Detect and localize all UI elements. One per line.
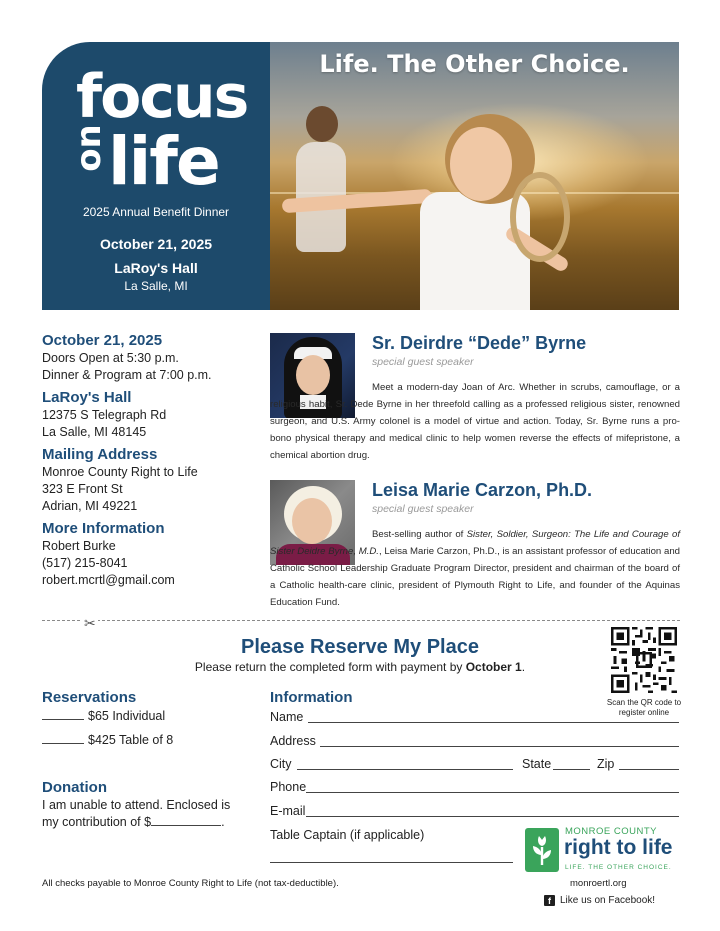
tagline-heading: Life. The Other Choice. [319,50,630,78]
speaker-role: special guest speaker [372,503,474,515]
speaker-name: Leisa Marie Carzon, Ph.D. [372,480,593,500]
donation-amount-blank[interactable] [151,825,221,826]
logo-focus: focus [76,62,248,132]
email-label: E-mail [270,804,306,818]
contact-phone: (517) 215-8041 [42,556,128,570]
venue-heading: LaRoy's Hall [42,389,132,406]
checks-note: All checks payable to Monroe County Right to Life (not tax-deductible). [42,878,339,889]
reservations-heading: Reservations [42,689,137,706]
qr-code-icon[interactable] [611,627,677,693]
zip-field[interactable] [619,769,679,770]
mailing-org: Monroe County Right to Life [42,465,198,479]
speaker-bio: Best-selling author of Sister, Soldier, Surgeon: The Life and Courage of Sister Deidre Byrne, M.D., Leisa Marie Carzon, Ph.D., is an assistant professor of education and Catholic School Leadership Graduate Program Director, president and chairman of the board of a Catholic health-care clinic, president of Plymouth Right to Life, and founder of the Aquinas Education Fund. [270,529,681,608]
event-details [42,332,262,589]
dinner-time: Dinner & Program at 7:00 p.m. [42,368,212,382]
hero-photo-children-in-field [270,42,679,310]
header-date: October 21, 2025 [99,236,213,252]
form-subtitle: Please return the completed form with payment by October 1. [194,660,526,674]
org-name: right to life [564,836,673,859]
speaker-carzon [270,480,680,610]
details-date-heading: October 21, 2025 [42,332,163,349]
city-field[interactable] [297,769,513,770]
mailing-street: 323 E Front St [42,482,123,496]
org-county: MONROE COUNTY [565,826,657,837]
org-website-link[interactable]: monroertl.org [570,878,627,889]
phone-field[interactable] [306,792,679,793]
scissors-icon: ✂ [84,615,96,631]
header-venue: LaRoy's Hall [114,260,198,276]
speaker-name: Sr. Deirdre “Dede” Byrne [372,333,587,353]
facebook-link[interactable] [544,895,655,906]
name-label: Name [270,710,304,724]
mailing-city: Adrian, MI 49221 [42,499,138,513]
table-blank[interactable] [42,743,84,744]
org-tagline: LIFE. THE OTHER CHOICE. [565,864,672,871]
form-title: Please Reserve My Place [241,636,479,658]
contact-email[interactable]: robert.mcrtl@gmail.com [42,573,175,587]
tulip-logo-icon [525,828,559,872]
name-field[interactable] [308,722,679,723]
logo-on: on [69,124,109,172]
option-individual[interactable]: $65 Individual [42,709,165,723]
venue-city: La Salle, MI 48145 [42,425,147,439]
venue-street: 12375 S Telegraph Rd [42,408,167,422]
zip-label: Zip [597,757,615,771]
individual-blank[interactable] [42,719,84,720]
mailing-heading: Mailing Address [42,446,158,463]
email-field[interactable] [306,816,679,817]
logo-life: life [108,123,219,200]
speaker-role: special guest speaker [372,356,474,368]
speaker-bio: Meet a modern-day Joan of Arc. Whether in scrubs, camouflage, or a religious habit, Sr. Dede Byrne in her threefold calling as a professed religious sister, renowned surgeon, and U.S. Army colonel is a model of virtue and action. Today, Sr. Byrne runs a pro-bono physical therapy and medical clinic to help women reverse the effects of mifepristone, a chemical abortion drug. [270,382,680,461]
address-field[interactable] [320,746,679,747]
doors-open-time: Doors Open at 5:30 p.m. [42,351,179,365]
address-label: Address [270,734,316,748]
table-captain-label: Table Captain (if applicable) [270,828,425,842]
qr-caption: Scan the QR code to register online [606,698,682,717]
phone-label: Phone [270,780,307,794]
speaker-byrne [270,333,680,463]
event-name: 2025 Annual Benefit Dinner [82,205,230,219]
option-table[interactable]: $425 Table of 8 [42,733,173,747]
contact-name: Robert Burke [42,539,116,553]
header-city: La Salle, MI [124,279,188,293]
focus-on-life-logo [69,62,248,200]
state-field[interactable] [553,769,590,770]
city-label: City [270,757,292,771]
event-header-panel [42,42,270,310]
donation-text: I am unable to attend. Enclosed is my contribution of $ . [42,798,231,829]
state-label: State [522,757,552,771]
cut-line [42,620,680,621]
table-captain-field[interactable] [270,862,513,863]
donation-heading: Donation [42,779,107,796]
facebook-icon: f [544,895,555,906]
facebook-label: Like us on Facebook! [560,895,656,906]
information-heading: Information [270,689,353,706]
more-info-heading: More Information [42,520,165,537]
